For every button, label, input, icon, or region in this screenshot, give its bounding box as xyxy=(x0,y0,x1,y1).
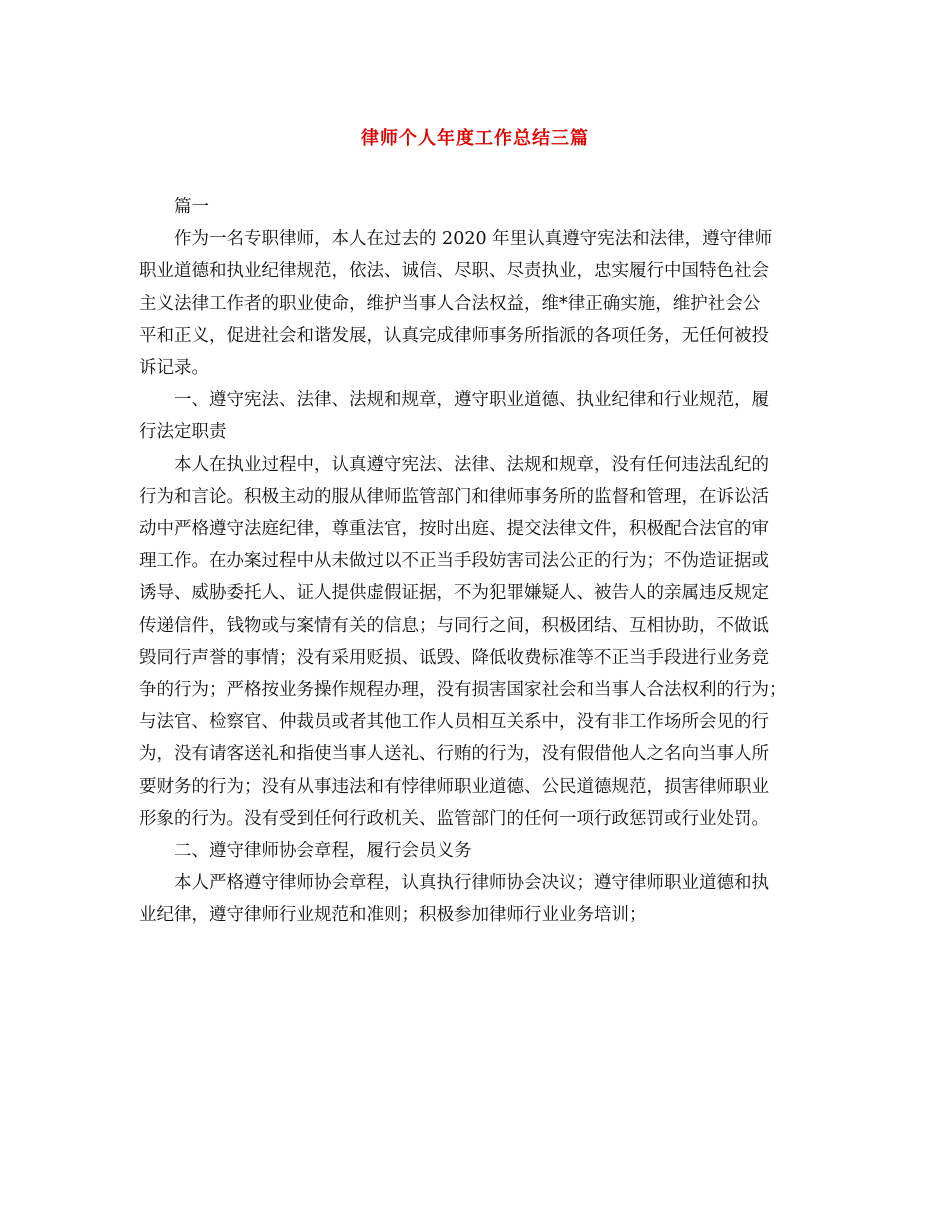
paragraph xyxy=(139,384,811,448)
paragraph-line: 平和正义，促进社会和谐发展，认真完成律师事务所指派的各项任务，无任何被投 xyxy=(139,325,769,346)
paragraph-line: 理工作。在办案过程中从未做过以不正当手段妨害司法公正的行为；不伪造证据或 xyxy=(139,551,769,572)
paragraph-line: 与法官、检察官、仲裁员或者其他工作人员相互关系中，没有非工作场所会见的行 xyxy=(139,712,769,733)
paragraph xyxy=(139,223,811,384)
paragraph-line: 主义法律工作者的职业使命，维护当事人合法权益，维*律正确实施，维护社会公 xyxy=(139,293,761,314)
paragraph-line: 争的行为；严格按业务操作规程办理，没有损害国家社会和当事人合法权利的行为； xyxy=(139,680,787,701)
paragraph-line: 业纪律，遵守律师行业规范和准则；积极参加律师行业业务培训； xyxy=(139,905,647,926)
paragraph-line: 诉记录。 xyxy=(139,358,209,379)
paragraph-line: 毁同行声誉的事情；没有采用贬损、诋毁、降低收费标准等不正当手段进行业务竞 xyxy=(139,647,769,668)
paragraph xyxy=(139,867,811,931)
paragraph-line: 二、遵守律师协会章程，履行会员义务 xyxy=(174,841,472,862)
paragraph xyxy=(139,835,811,867)
section-label: 篇一 xyxy=(174,197,209,217)
paragraph xyxy=(139,449,811,835)
paragraph-line: 行法定职责 xyxy=(139,422,227,443)
paragraph-line: 本人在执业过程中，认真遵守宪法、法律、法规和规章，没有任何违法乱纪的 xyxy=(174,454,769,475)
paragraph-line: 诱导、威胁委托人、证人提供虚假证据，不为犯罪嫌疑人、被告人的亲属违反规定 xyxy=(139,583,769,604)
paragraph-line: 要财务的行为；没有从事违法和有悖律师职业道德、公民道德规范，损害律师职业 xyxy=(139,776,769,797)
document-title: 律师个人年度工作总结三篇 xyxy=(361,128,589,149)
document-body xyxy=(139,191,811,932)
paragraph-line: 职业道德和执业纪律规范，依法、诚信、尽职、尽责执业，忠实履行中国特色社会 xyxy=(139,261,769,282)
paragraph-line: 本人严格遵守律师协会章程，认真执行律师协会决议；遵守律师职业道德和执 xyxy=(174,873,769,894)
paragraph-line: 传递信件，钱物或与案情有关的信息；与同行之间，积极团结、互相协助，不做诋 xyxy=(139,615,769,636)
paragraph-line: 一、遵守宪法、法律、法规和规章，遵守职业道德、执业纪律和行业规范，履 xyxy=(174,390,769,411)
paragraph-line: 为，没有请客送礼和指使当事人送礼、行贿的行为，没有假借他人之名向当事人所 xyxy=(139,744,769,765)
paragraph-line: 行为和言论。积极主动的服从律师监管部门和律师事务所的监督和管理，在诉讼活 xyxy=(139,486,769,507)
paragraph-line: 形象的行为。没有受到任何行政机关、监管部门的任何一项行政惩罚或行业处罚。 xyxy=(139,808,769,829)
paragraph-line: 动中严格遵守法庭纪律，尊重法官，按时出庭、提交法律文件，积极配合法官的审 xyxy=(139,519,769,540)
paragraph-line: 作为一名专职律师，本人在过去的 2020 年里认真遵守宪法和法律，遵守律师 xyxy=(174,229,773,250)
